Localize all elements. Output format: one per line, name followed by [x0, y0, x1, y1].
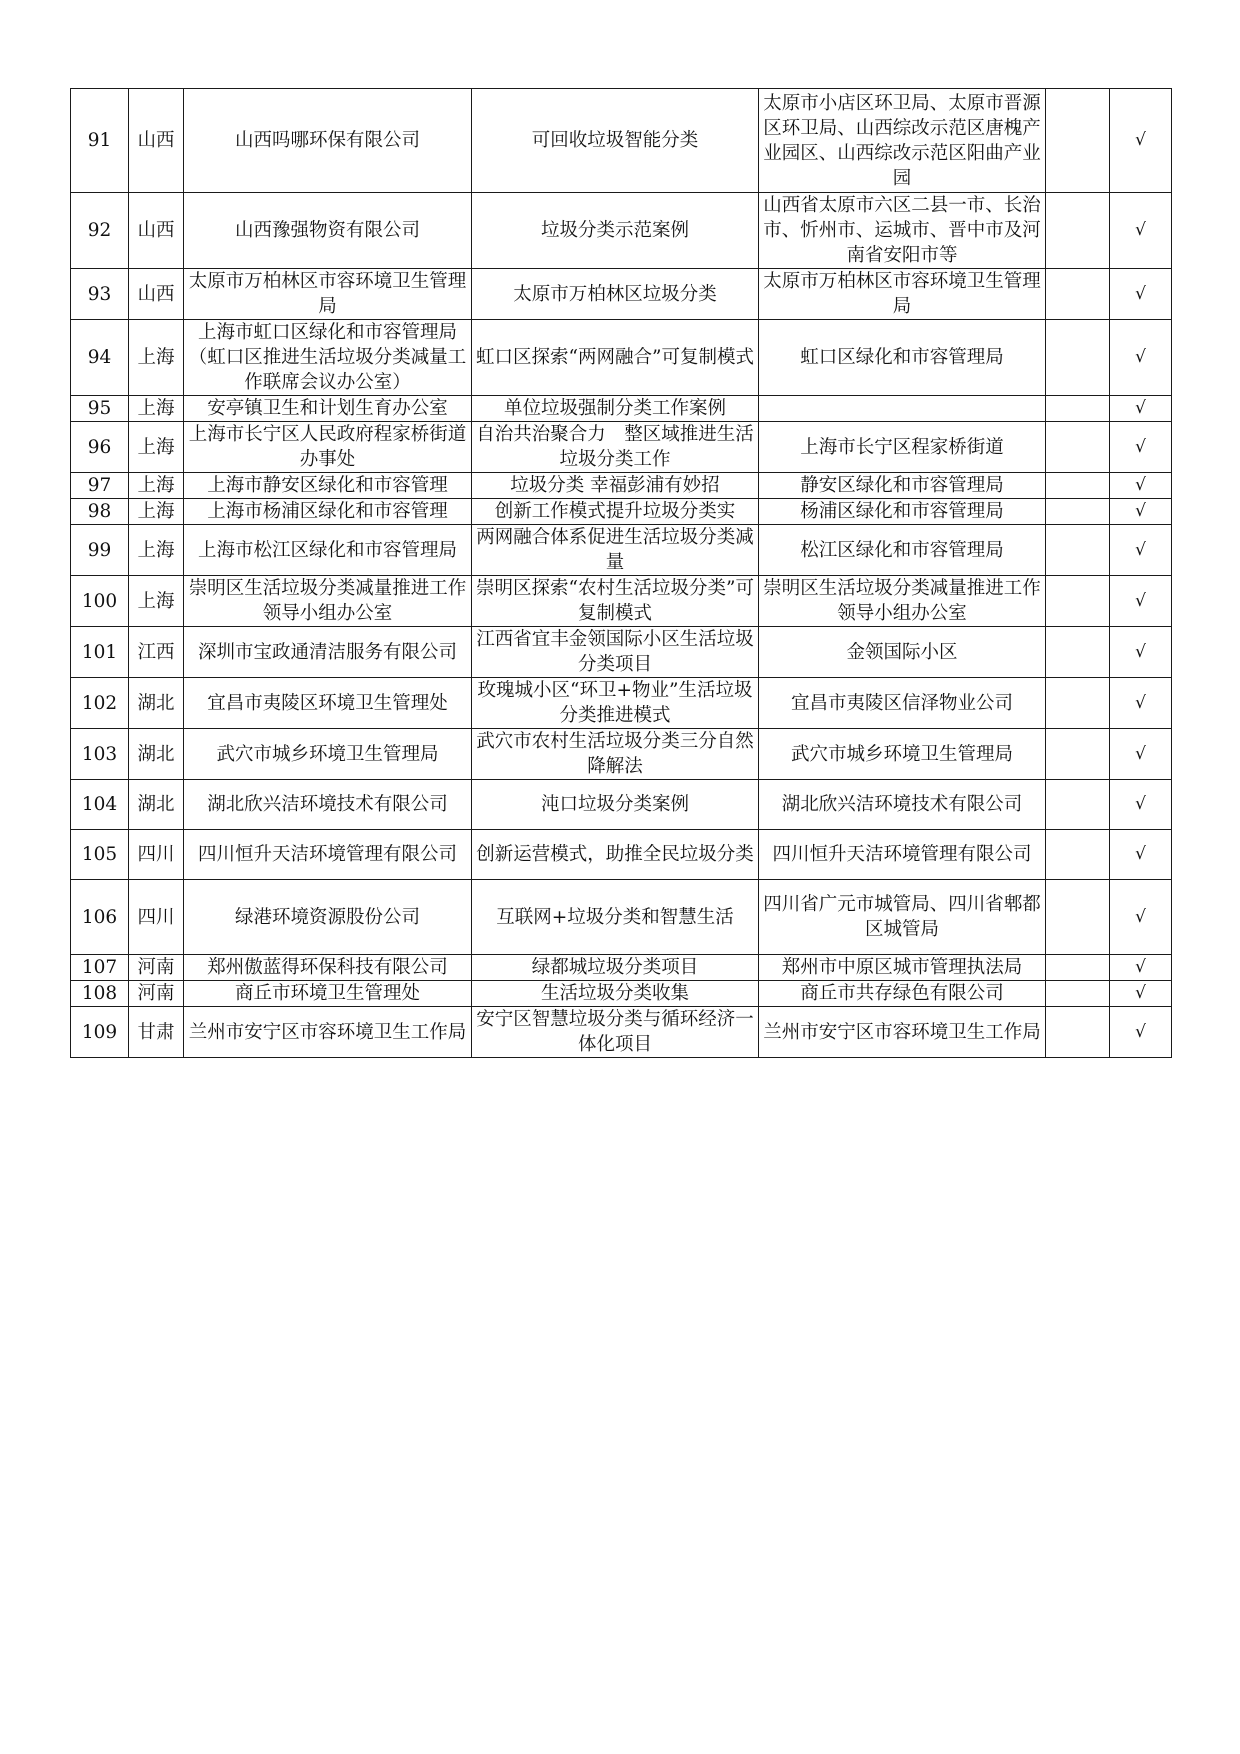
table-row — [71, 729, 1172, 780]
cell-province: 河南 — [129, 955, 184, 981]
cell-location: 宜昌市夷陵区信泽物业公司 — [759, 678, 1046, 729]
cell-check: √ — [1110, 525, 1172, 576]
cell-project: 可回收垃圾智能分类 — [472, 89, 759, 193]
cell-location: 虹口区绿化和市容管理局 — [759, 320, 1046, 396]
cell-no: 94 — [71, 320, 129, 396]
cell-province: 上海 — [129, 525, 184, 576]
cell-location: 太原市小店区环卫局、太原市晋源区环卫局、山西综改示范区唐槐产业园区、山西综改示范区阳曲产业园 — [759, 89, 1046, 193]
cell-extra — [1046, 1007, 1110, 1058]
cell-province: 湖北 — [129, 729, 184, 780]
cell-location: 静安区绿化和市容管理局 — [759, 473, 1046, 499]
cell-project: 绿都城垃圾分类项目 — [472, 955, 759, 981]
table-row — [71, 320, 1172, 396]
table-row — [71, 1007, 1172, 1058]
cell-project: 安宁区智慧垃圾分类与循环经济一体化项目 — [472, 1007, 759, 1058]
table-body — [71, 89, 1172, 1058]
cell-location: 湖北欣兴洁环境技术有限公司 — [759, 780, 1046, 830]
cell-unit: 深圳市宝政通清洁服务有限公司 — [184, 627, 472, 678]
cell-check: √ — [1110, 678, 1172, 729]
cell-check: √ — [1110, 473, 1172, 499]
cell-no: 98 — [71, 499, 129, 525]
cell-check: √ — [1110, 627, 1172, 678]
cell-unit: 兰州市安宁区市容环境卫生工作局 — [184, 1007, 472, 1058]
cell-project: 沌口垃圾分类案例 — [472, 780, 759, 830]
cell-project: 太原市万柏林区垃圾分类 — [472, 269, 759, 320]
cell-extra — [1046, 678, 1110, 729]
cell-location: 上海市长宁区程家桥街道 — [759, 422, 1046, 473]
cell-check: √ — [1110, 729, 1172, 780]
cell-province: 甘肃 — [129, 1007, 184, 1058]
cell-location: 四川省广元市城管局、四川省郫都区城管局 — [759, 880, 1046, 955]
cell-unit: 上海市静安区绿化和市容管理 — [184, 473, 472, 499]
table-row — [71, 880, 1172, 955]
cell-no: 109 — [71, 1007, 129, 1058]
cell-extra — [1046, 880, 1110, 955]
cell-location — [759, 396, 1046, 422]
cell-no: 93 — [71, 269, 129, 320]
cell-location: 太原市万柏林区市容环境卫生管理局 — [759, 269, 1046, 320]
cell-unit: 湖北欣兴洁环境技术有限公司 — [184, 780, 472, 830]
table-row — [71, 396, 1172, 422]
cell-extra — [1046, 193, 1110, 269]
cell-province: 四川 — [129, 830, 184, 880]
cell-unit: 绿港环境资源股份公司 — [184, 880, 472, 955]
cell-project: 崇明区探索“农村生活垃圾分类”可复制模式 — [472, 576, 759, 627]
cell-province: 湖北 — [129, 678, 184, 729]
table-row — [71, 678, 1172, 729]
cell-extra — [1046, 396, 1110, 422]
cell-province: 河南 — [129, 981, 184, 1007]
cell-unit: 太原市万柏林区市容环境卫生管理局 — [184, 269, 472, 320]
data-table — [70, 88, 1172, 1058]
cell-check: √ — [1110, 981, 1172, 1007]
cell-check: √ — [1110, 269, 1172, 320]
cell-province: 四川 — [129, 880, 184, 955]
cell-no: 105 — [71, 830, 129, 880]
cell-no: 96 — [71, 422, 129, 473]
cell-check: √ — [1110, 320, 1172, 396]
table-row — [71, 422, 1172, 473]
cell-location: 崇明区生活垃圾分类减量推进工作领导小组办公室 — [759, 576, 1046, 627]
cell-extra — [1046, 269, 1110, 320]
cell-project: 垃圾分类示范案例 — [472, 193, 759, 269]
cell-project: 生活垃圾分类收集 — [472, 981, 759, 1007]
cell-province: 山西 — [129, 193, 184, 269]
table-row — [71, 830, 1172, 880]
cell-location: 山西省太原市六区二县一市、长治市、忻州市、运城市、晋中市及河南省安阳市等 — [759, 193, 1046, 269]
cell-location: 金领国际小区 — [759, 627, 1046, 678]
cell-unit: 商丘市环境卫生管理处 — [184, 981, 472, 1007]
cell-no: 91 — [71, 89, 129, 193]
cell-location: 武穴市城乡环境卫生管理局 — [759, 729, 1046, 780]
cell-extra — [1046, 830, 1110, 880]
cell-check: √ — [1110, 193, 1172, 269]
cell-project: 玫瑰城小区“环卫+物业”生活垃圾分类推进模式 — [472, 678, 759, 729]
cell-extra — [1046, 780, 1110, 830]
cell-extra — [1046, 955, 1110, 981]
cell-project: 自治共治聚合力 整区域推进生活垃圾分类工作 — [472, 422, 759, 473]
cell-extra — [1046, 981, 1110, 1007]
cell-unit: 上海市长宁区人民政府程家桥街道办事处 — [184, 422, 472, 473]
cell-extra — [1046, 473, 1110, 499]
table-row — [71, 955, 1172, 981]
cell-no: 92 — [71, 193, 129, 269]
table-row — [71, 193, 1172, 269]
cell-no: 95 — [71, 396, 129, 422]
cell-province: 上海 — [129, 422, 184, 473]
cell-province: 湖北 — [129, 780, 184, 830]
cell-province: 上海 — [129, 473, 184, 499]
cell-no: 104 — [71, 780, 129, 830]
cell-province: 上海 — [129, 576, 184, 627]
cell-unit: 上海市虹口区绿化和市容管理局（虹口区推进生活垃圾分类减量工作联席会议办公室） — [184, 320, 472, 396]
cell-no: 102 — [71, 678, 129, 729]
cell-location: 商丘市共存绿色有限公司 — [759, 981, 1046, 1007]
cell-unit: 郑州傲蓝得环保科技有限公司 — [184, 955, 472, 981]
cell-no: 108 — [71, 981, 129, 1007]
table-row — [71, 473, 1172, 499]
cell-project: 武穴市农村生活垃圾分类三分自然降解法 — [472, 729, 759, 780]
cell-project: 垃圾分类 幸福彭浦有妙招 — [472, 473, 759, 499]
cell-location: 四川恒升天洁环境管理有限公司 — [759, 830, 1046, 880]
cell-unit: 上海市杨浦区绿化和市容管理 — [184, 499, 472, 525]
cell-no: 100 — [71, 576, 129, 627]
cell-no: 107 — [71, 955, 129, 981]
cell-location: 杨浦区绿化和市容管理局 — [759, 499, 1046, 525]
cell-project: 创新运营模式，助推全民垃圾分类 — [472, 830, 759, 880]
table-row — [71, 576, 1172, 627]
cell-extra — [1046, 89, 1110, 193]
cell-no: 99 — [71, 525, 129, 576]
cell-province: 上海 — [129, 396, 184, 422]
table-row — [71, 981, 1172, 1007]
cell-check: √ — [1110, 955, 1172, 981]
cell-project: 单位垃圾强制分类工作案例 — [472, 396, 759, 422]
cell-extra — [1046, 576, 1110, 627]
cell-check: √ — [1110, 780, 1172, 830]
cell-unit: 上海市松江区绿化和市容管理局 — [184, 525, 472, 576]
table-row — [71, 627, 1172, 678]
cell-extra — [1046, 729, 1110, 780]
table-row — [71, 499, 1172, 525]
cell-province: 上海 — [129, 320, 184, 396]
cell-unit: 安亭镇卫生和计划生育办公室 — [184, 396, 472, 422]
cell-location: 郑州市中原区城市管理执法局 — [759, 955, 1046, 981]
cell-project: 江西省宜丰金领国际小区生活垃圾分类项目 — [472, 627, 759, 678]
cell-no: 97 — [71, 473, 129, 499]
cell-check: √ — [1110, 1007, 1172, 1058]
cell-extra — [1046, 627, 1110, 678]
cell-unit: 山西吗哪环保有限公司 — [184, 89, 472, 193]
cell-extra — [1046, 525, 1110, 576]
cell-project: 创新工作模式提升垃圾分类实 — [472, 499, 759, 525]
cell-project: 两网融合体系促进生活垃圾分类减量 — [472, 525, 759, 576]
cell-extra — [1046, 422, 1110, 473]
cell-unit: 四川恒升天洁环境管理有限公司 — [184, 830, 472, 880]
cell-unit: 崇明区生活垃圾分类减量推进工作领导小组办公室 — [184, 576, 472, 627]
cell-no: 101 — [71, 627, 129, 678]
cell-check: √ — [1110, 499, 1172, 525]
cell-unit: 宜昌市夷陵区环境卫生管理处 — [184, 678, 472, 729]
cell-location: 松江区绿化和市容管理局 — [759, 525, 1046, 576]
table-row — [71, 780, 1172, 830]
cell-extra — [1046, 320, 1110, 396]
cell-location: 兰州市安宁区市容环境卫生工作局 — [759, 1007, 1046, 1058]
cell-check: √ — [1110, 880, 1172, 955]
table-row — [71, 525, 1172, 576]
cell-project: 互联网+垃圾分类和智慧生活 — [472, 880, 759, 955]
cell-province: 山西 — [129, 89, 184, 193]
cell-check: √ — [1110, 422, 1172, 473]
cell-check: √ — [1110, 576, 1172, 627]
cell-province: 江西 — [129, 627, 184, 678]
cell-check: √ — [1110, 89, 1172, 193]
cell-unit: 武穴市城乡环境卫生管理局 — [184, 729, 472, 780]
cell-no: 103 — [71, 729, 129, 780]
cell-province: 山西 — [129, 269, 184, 320]
cell-check: √ — [1110, 830, 1172, 880]
table-row — [71, 89, 1172, 193]
cell-unit: 山西豫强物资有限公司 — [184, 193, 472, 269]
cell-province: 上海 — [129, 499, 184, 525]
cell-no: 106 — [71, 880, 129, 955]
cell-project: 虹口区探索“两网融合”可复制模式 — [472, 320, 759, 396]
cell-extra — [1046, 499, 1110, 525]
table-row — [71, 269, 1172, 320]
cell-check: √ — [1110, 396, 1172, 422]
